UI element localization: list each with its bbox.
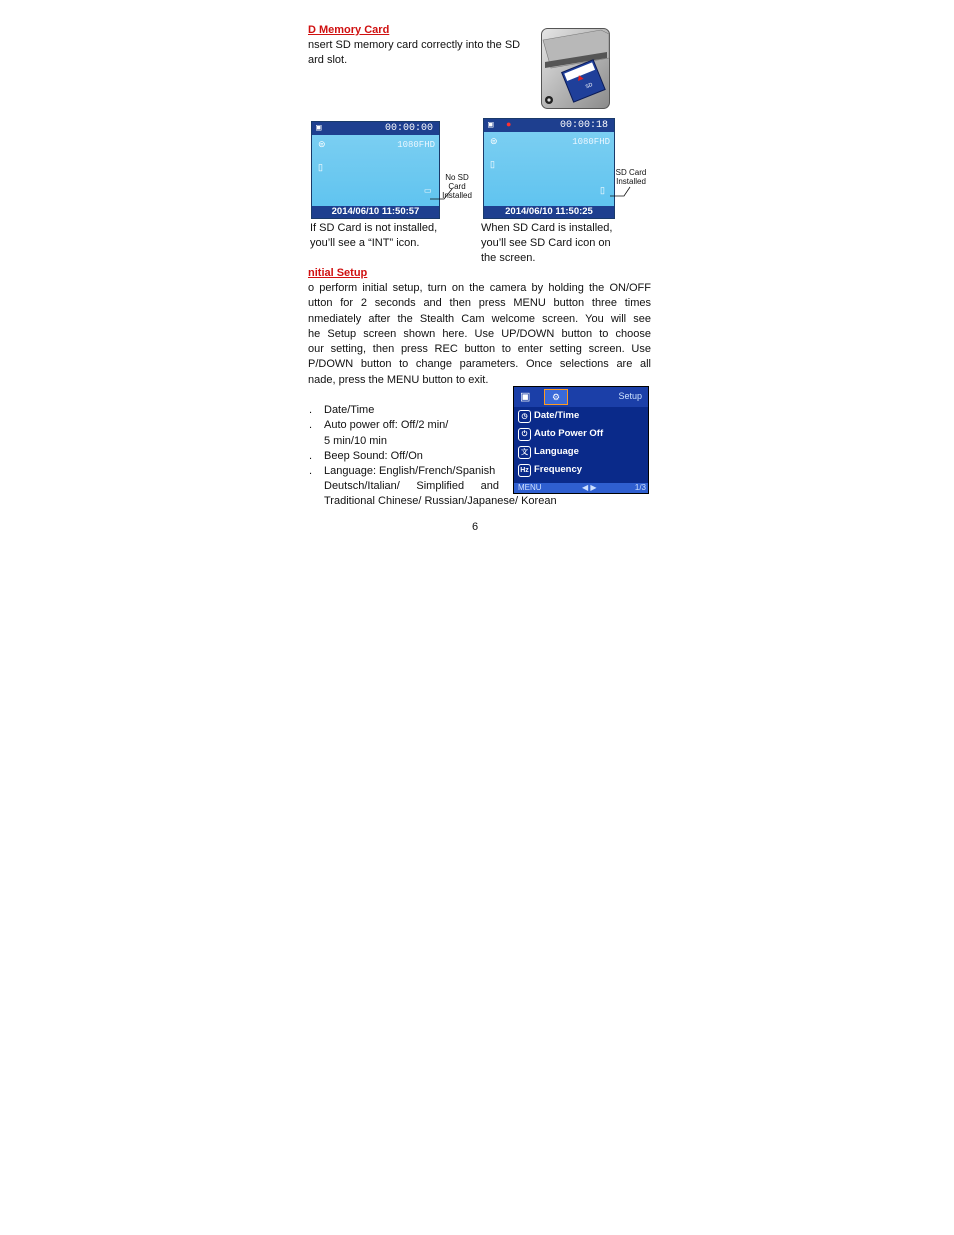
setup-paragraph-line-7: nade, press the MENU button to exit. — [308, 374, 489, 386]
date-time-bar: 2014/06/10 11:50:25 — [484, 206, 614, 218]
callout-line-2: Installed — [616, 177, 646, 186]
caption-no-sd-line-1: If SD Card is not installed, — [310, 222, 438, 234]
nav-arrows-icon: ◀ ▶ — [582, 483, 597, 492]
resolution-label: 1080FHD — [397, 140, 435, 150]
list-number: . — [309, 465, 313, 477]
list-item-auto-power-off: Auto power off: Off/2 min/ — [324, 419, 449, 431]
list-item-auto-power-off-cont: 5 min/10 min — [324, 435, 387, 447]
svg-text:SD: SD — [584, 82, 594, 91]
menu-item-label: Frequency — [534, 464, 583, 475]
power-icon: ⏻ — [518, 428, 531, 441]
list-item-date-time: Date/Time — [324, 404, 375, 416]
page-number: 6 — [472, 521, 479, 533]
camera-screen-no-sd — [311, 121, 440, 219]
setup-paragraph-line-4: he Setup screen shown here. Use UP/DOWN button to choose — [308, 328, 651, 340]
menu-item-language — [514, 443, 648, 461]
video-mode-icon: ▣ — [520, 391, 531, 403]
clock-icon: ◷ — [518, 410, 531, 423]
section-heading-sd-memory-card: D Memory Card — [308, 24, 390, 36]
list-item-language-cont-1: Deutsch/Italian/ Simplified and — [324, 480, 499, 492]
menu-page-indicator: 1/3 — [634, 483, 646, 492]
section-heading-initial-setup: nitial Setup — [308, 267, 368, 279]
list-item-beep-sound: Beep Sound: Off/On — [324, 450, 423, 462]
setup-paragraph-line-1: o perform initial setup, turn on the camera by holding the ON/OFF — [308, 282, 651, 294]
setup-paragraph-line-5: our setting, then press REC button to enter setting screen. Use — [308, 343, 651, 355]
callout-line-1: SD Card — [615, 168, 647, 177]
camera-settings-icon: ⊜ — [318, 139, 326, 149]
list-number: . — [309, 450, 313, 462]
menu-footer-label: MENU — [518, 483, 542, 492]
internal-memory-icon: ▭ — [424, 186, 432, 195]
sd-instruction-line-2: ard slot. — [308, 54, 348, 66]
setup-menu-screen — [513, 386, 649, 494]
menu-item-label: Date/Time — [534, 410, 580, 421]
sd-instruction-line-1: nsert SD memory card correctly into the SD — [308, 39, 521, 51]
exposure-icon: ▯ — [490, 159, 495, 169]
camera-screen-with-sd — [483, 118, 615, 219]
callout-pointer-right — [608, 186, 632, 200]
sd-card-icon: ▯ — [600, 185, 605, 195]
callout-pointer-left — [430, 188, 460, 202]
caption-sd-line-3: the screen. — [481, 252, 536, 264]
callout-line-1: No SD Card — [445, 173, 469, 191]
menu-item-auto-power-off — [514, 425, 648, 443]
frequency-icon: Hz — [518, 464, 531, 477]
recording-time: 00:00:18 — [559, 120, 608, 131]
resolution-label: 1080FHD — [572, 137, 610, 147]
callout-sd-card-installed — [614, 168, 648, 186]
callout-line-2: Installed — [442, 191, 472, 200]
setup-menu-footer — [514, 483, 648, 493]
list-number: . — [309, 419, 313, 431]
setup-paragraph-line-6: P/DOWN button to change parameters. Once selections are all — [308, 358, 651, 370]
menu-item-date-time — [514, 407, 648, 425]
caption-sd-line-1: When SD Card is installed, — [481, 222, 613, 234]
camera-settings-icon: ⊜ — [490, 136, 498, 146]
caption-sd-line-2: you’ll see SD Card icon on — [481, 237, 611, 249]
list-item-language: Language: English/French/Spanish — [324, 465, 496, 477]
sd-card-insertion-photo — [541, 28, 610, 109]
setup-menu-title: Setup — [618, 391, 642, 401]
menu-item-label: Language — [534, 446, 579, 457]
menu-item-frequency — [514, 461, 648, 479]
setup-paragraph-line-2: utton for 2 seconds and then press MENU button three times — [308, 297, 651, 309]
list-number: . — [309, 404, 313, 416]
video-mode-icon: ▣ — [316, 123, 322, 133]
list-item-language-cont-2: Traditional Chinese/ Russian/Japanese/ Korean — [324, 495, 557, 507]
setup-tab-icon: ⚙ — [544, 389, 568, 405]
caption-no-sd-line-2: you’ll see a “INT” icon. — [310, 237, 420, 249]
menu-item-label: Auto Power Off — [534, 428, 604, 439]
setup-paragraph-line-3: nmediately after the Stealth Cam welcome screen. You will see — [308, 313, 651, 325]
record-indicator-icon: ● — [506, 120, 512, 130]
language-icon: 文 — [518, 446, 531, 459]
recording-time: 00:00:00 — [384, 123, 433, 134]
date-time-bar: 2014/06/10 11:50:57 — [312, 206, 439, 218]
exposure-icon: ▯ — [318, 162, 323, 172]
video-mode-icon: ▣ — [488, 120, 494, 130]
